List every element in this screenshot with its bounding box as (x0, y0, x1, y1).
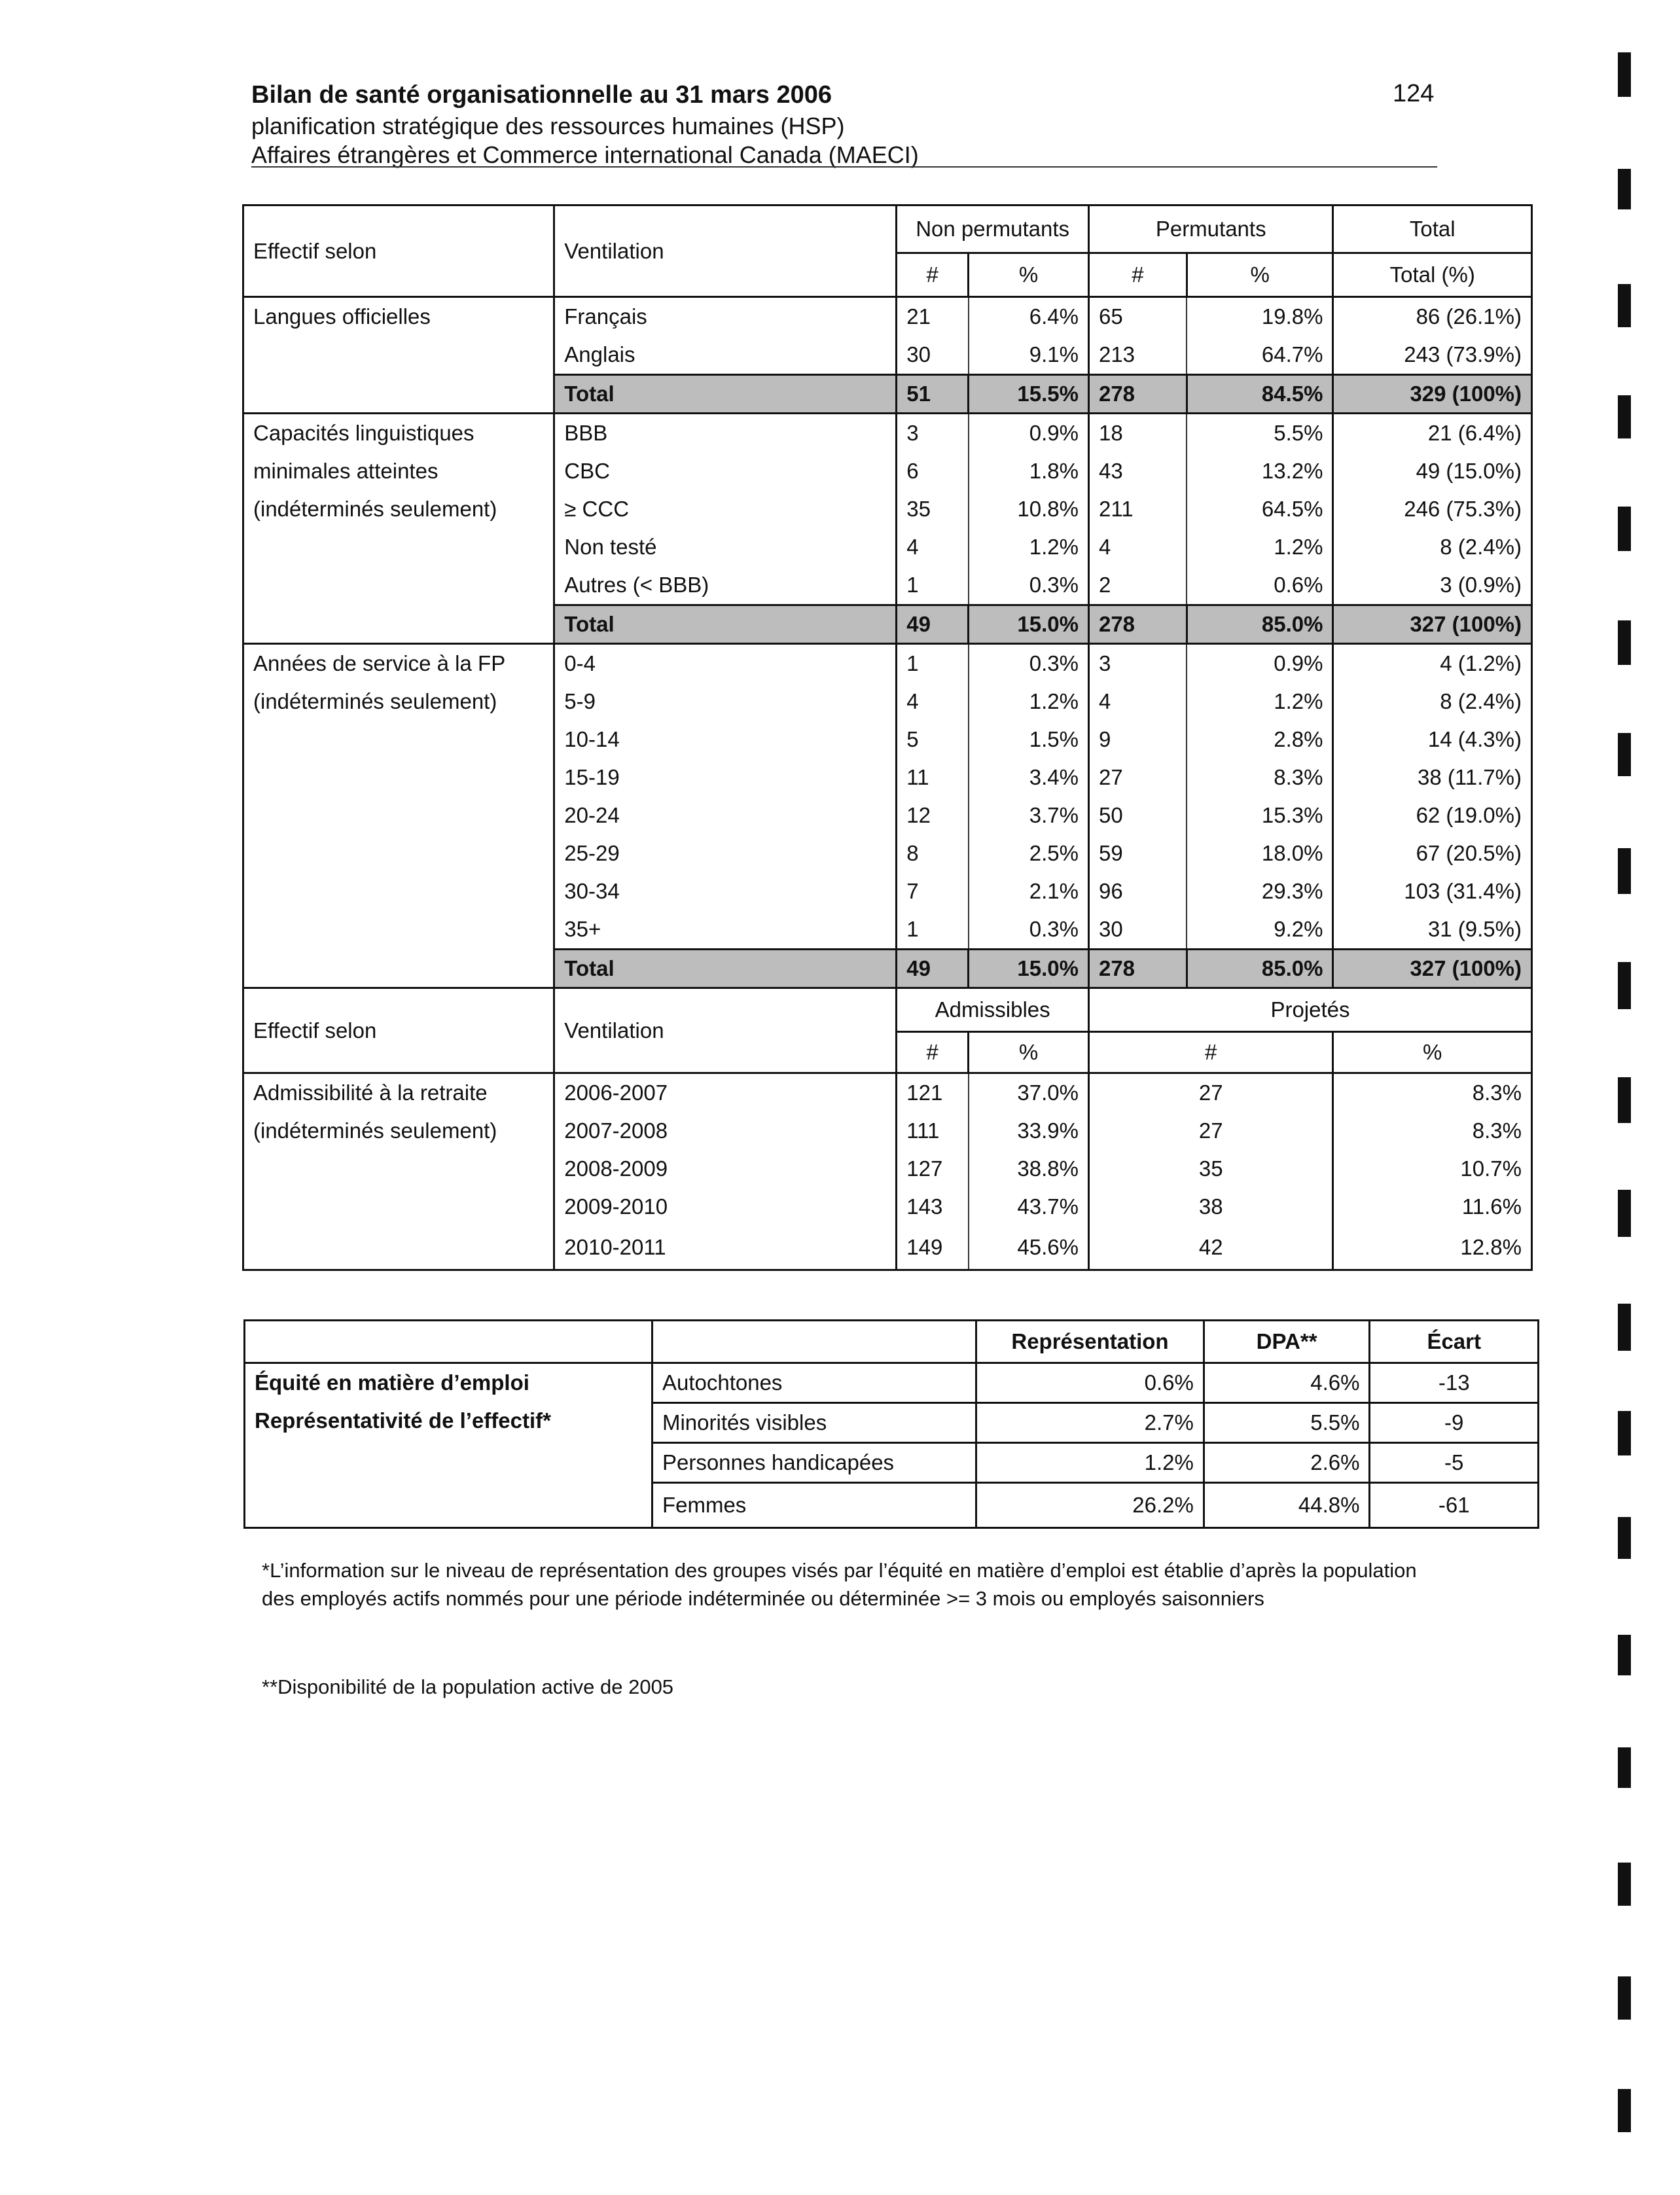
non-perm-count: 3 (897, 414, 969, 453)
col-header-permutants: Permutants (1088, 205, 1332, 253)
representation-value: 26.2% (976, 1483, 1204, 1528)
section-label-line: minimales atteintes (253, 459, 438, 483)
perm-total-count: 278 (1088, 375, 1187, 414)
non-perm-percent: 0.3% (969, 910, 1089, 950)
binding-hole-mark (1618, 2089, 1631, 2132)
section-label-line: Années de service à la FP (253, 651, 506, 675)
perm-percent: 19.8% (1187, 297, 1333, 336)
non-perm-count: 4 (897, 683, 969, 721)
total-cell: 86 (26.1%) (1333, 297, 1532, 336)
ventilation-cell: 30-34 (554, 872, 897, 910)
non-perm-count: 8 (897, 834, 969, 872)
perm-count: 27 (1088, 758, 1187, 796)
total-cell: 21 (6.4%) (1333, 414, 1532, 453)
total-cell: 8 (2.4%) (1333, 528, 1532, 566)
non-perm-count: 1 (897, 566, 969, 605)
non-perm-total-count: 51 (897, 375, 969, 414)
year-range-cell: 2008-2009 (554, 1150, 897, 1188)
total-cell: 67 (20.5%) (1333, 834, 1532, 872)
non-perm-total-percent: 15.5% (969, 375, 1089, 414)
binding-hole-mark (1618, 1976, 1631, 2020)
perm-percent: 2.8% (1187, 721, 1333, 758)
total-cell: 14 (4.3%) (1333, 721, 1532, 758)
group-name: Minorités visibles (652, 1403, 976, 1443)
non-perm-total-percent: 15.0% (969, 950, 1089, 988)
binding-hole-mark (1618, 1517, 1631, 1559)
perm-percent: 1.2% (1187, 683, 1333, 721)
col-header-non-permutants: Non permutants (897, 205, 1089, 253)
projected-percent: 8.3% (1333, 1073, 1532, 1113)
perm-percent: 15.3% (1187, 796, 1333, 834)
perm-count: 50 (1088, 796, 1187, 834)
eligible-count: 149 (897, 1226, 969, 1270)
ventilation-cell: Non testé (554, 528, 897, 566)
year-range-cell: 2006-2007 (554, 1073, 897, 1113)
eligible-count: 111 (897, 1112, 969, 1150)
non-perm-percent: 2.1% (969, 872, 1089, 910)
total-cell: 246 (75.3%) (1333, 490, 1532, 528)
perm-count: 3 (1088, 644, 1187, 683)
binding-hole-mark (1618, 620, 1631, 665)
grand-total: 327 (100%) (1333, 950, 1532, 988)
non-perm-count: 35 (897, 490, 969, 528)
group-name: Femmes (652, 1483, 976, 1528)
perm-total-percent: 85.0% (1187, 605, 1333, 644)
section-label (243, 1073, 554, 1270)
section-label (243, 644, 554, 988)
perm-percent: 64.7% (1187, 336, 1333, 375)
section-label-line: (indéterminés seulement) (253, 497, 497, 521)
col-header-percent: % (969, 1032, 1089, 1073)
ventilation-cell: Anglais (554, 336, 897, 375)
perm-count: 30 (1088, 910, 1187, 950)
section-label (243, 297, 554, 414)
col-header-count: # (897, 253, 969, 297)
perm-count: 9 (1088, 721, 1187, 758)
col-header-representation: Représentation (976, 1321, 1204, 1363)
perm-percent: 0.6% (1187, 566, 1333, 605)
document-title: Bilan de santé organisationnelle au 31 mars 2006 (251, 81, 832, 109)
header-row (243, 988, 1532, 1032)
total-cell: 49 (15.0%) (1333, 452, 1532, 490)
col-header-count: # (1088, 1032, 1332, 1073)
non-perm-count: 30 (897, 336, 969, 375)
section-label-line: Langues officielles (253, 304, 431, 329)
perm-percent: 0.9% (1187, 644, 1333, 683)
perm-percent: 13.2% (1187, 452, 1333, 490)
perm-count: 59 (1088, 834, 1187, 872)
workforce-table (242, 204, 1533, 1271)
projected-count: 35 (1088, 1150, 1332, 1188)
projected-percent: 8.3% (1333, 1112, 1532, 1150)
col-header-effectif: Effectif selon (243, 205, 554, 297)
col-header-admissibles: Admissibles (897, 988, 1089, 1032)
perm-count: 213 (1088, 336, 1187, 375)
ecart-value: -61 (1370, 1483, 1539, 1528)
col-header-count: # (1088, 253, 1187, 297)
footnote-dpa: **Disponibilité de la population active de 2005 (262, 1675, 674, 1698)
perm-count: 43 (1088, 452, 1187, 490)
dpa-value: 5.5% (1204, 1403, 1370, 1443)
grand-total: 327 (100%) (1333, 605, 1532, 644)
page-number: 124 (1393, 80, 1435, 107)
non-perm-percent: 9.1% (969, 336, 1089, 375)
perm-total-count: 278 (1088, 950, 1187, 988)
projected-count: 27 (1088, 1112, 1332, 1150)
projected-count: 27 (1088, 1073, 1332, 1113)
table-row (243, 644, 1532, 683)
ecart-value: -13 (1370, 1363, 1539, 1403)
non-perm-count: 6 (897, 452, 969, 490)
ecart-value: -9 (1370, 1403, 1539, 1443)
col-header-percent: % (1187, 253, 1333, 297)
total-label: Total (554, 375, 897, 414)
non-perm-percent: 1.8% (969, 452, 1089, 490)
non-perm-percent: 1.2% (969, 683, 1089, 721)
ventilation-cell: 20-24 (554, 796, 897, 834)
binding-hole-mark (1618, 395, 1631, 438)
group-name: Personnes handicapées (652, 1443, 976, 1483)
dpa-value: 44.8% (1204, 1483, 1370, 1528)
non-perm-total-count: 49 (897, 950, 969, 988)
non-perm-count: 5 (897, 721, 969, 758)
total-cell: 103 (31.4%) (1333, 872, 1532, 910)
ecart-value: -5 (1370, 1443, 1539, 1483)
ventilation-cell: 15-19 (554, 758, 897, 796)
eligible-percent: 37.0% (969, 1073, 1089, 1113)
table-row (243, 297, 1532, 336)
empty-header-cell (245, 1321, 652, 1363)
perm-percent: 64.5% (1187, 490, 1333, 528)
col-header-percent: % (969, 253, 1089, 297)
eligible-count: 143 (897, 1188, 969, 1226)
empty-header-cell (652, 1321, 976, 1363)
eligible-percent: 45.6% (969, 1226, 1089, 1270)
non-perm-percent: 3.7% (969, 796, 1089, 834)
year-range-cell: 2009-2010 (554, 1188, 897, 1226)
non-perm-count: 7 (897, 872, 969, 910)
col-header-ventilation: Ventilation (554, 205, 897, 297)
non-perm-percent: 6.4% (969, 297, 1089, 336)
document-subtitle: planification stratégique des ressources humaines (HSP) (251, 113, 845, 139)
group-name: Autochtones (652, 1363, 976, 1403)
ventilation-cell: 5-9 (554, 683, 897, 721)
projected-percent: 10.7% (1333, 1150, 1532, 1188)
perm-count: 65 (1088, 297, 1187, 336)
total-cell: 3 (0.9%) (1333, 566, 1532, 605)
table-row (243, 1073, 1532, 1113)
document-organization: Affaires étrangères et Commerce international Canada (MAECI) (251, 141, 919, 168)
total-cell: 243 (73.9%) (1333, 336, 1532, 375)
ventilation-cell: 35+ (554, 910, 897, 950)
ventilation-cell: Autres (< BBB) (554, 566, 897, 605)
col-header-count: # (897, 1032, 969, 1073)
col-header-total: Total (1333, 205, 1532, 253)
perm-total-percent: 84.5% (1187, 375, 1333, 414)
binding-hole-mark (1618, 1863, 1631, 1906)
perm-count: 96 (1088, 872, 1187, 910)
binding-hole-mark (1618, 1411, 1631, 1455)
header-row (245, 1321, 1539, 1363)
total-cell: 38 (11.7%) (1333, 758, 1532, 796)
perm-count: 4 (1088, 528, 1187, 566)
eligible-count: 127 (897, 1150, 969, 1188)
total-cell: 62 (19.0%) (1333, 796, 1532, 834)
binding-hole-mark (1618, 1747, 1631, 1788)
header-divider (251, 166, 1437, 168)
non-perm-percent: 1.2% (969, 528, 1089, 566)
binding-hole-mark (1618, 848, 1631, 894)
binding-hole-mark (1618, 962, 1631, 1009)
total-label: Total (554, 950, 897, 988)
header-row (243, 205, 1532, 253)
eligible-count: 121 (897, 1073, 969, 1113)
perm-total-count: 278 (1088, 605, 1187, 644)
ventilation-cell: 25-29 (554, 834, 897, 872)
perm-count: 2 (1088, 566, 1187, 605)
footnote-representation: *L’information sur le niveau de représentation des groupes visés par l’équité en matière d’emploi est établie d’après la population des employés actifs nommés pour une période indéterminée ou déterminée >= 3 mois ou employés saisonniers (262, 1559, 1417, 1610)
equity-label-line: Équité en matière d’emploi (255, 1370, 529, 1395)
non-perm-total-percent: 15.0% (969, 605, 1089, 644)
binding-hole-mark (1618, 507, 1631, 551)
eligible-percent: 38.8% (969, 1150, 1089, 1188)
non-perm-percent: 3.4% (969, 758, 1089, 796)
perm-count: 211 (1088, 490, 1187, 528)
projected-count: 42 (1088, 1226, 1332, 1270)
perm-percent: 1.2% (1187, 528, 1333, 566)
eligible-percent: 43.7% (969, 1188, 1089, 1226)
non-perm-percent: 1.5% (969, 721, 1089, 758)
representation-value: 2.7% (976, 1403, 1204, 1443)
projected-percent: 11.6% (1333, 1188, 1532, 1226)
binding-hole-mark (1618, 1304, 1631, 1351)
non-perm-total-count: 49 (897, 605, 969, 644)
section-label-line: Admissibilité à la retraite (253, 1080, 488, 1105)
non-perm-count: 11 (897, 758, 969, 796)
ventilation-cell: BBB (554, 414, 897, 453)
total-cell: 31 (9.5%) (1333, 910, 1532, 950)
col-header-percent: % (1333, 1032, 1532, 1073)
col-header-ecart: Écart (1370, 1321, 1539, 1363)
binding-hole-mark (1618, 1635, 1631, 1675)
col-header-total-pct: Total (%) (1333, 253, 1532, 297)
ventilation-cell: ≥ CCC (554, 490, 897, 528)
binding-hole-mark (1618, 1190, 1631, 1237)
table-row (245, 1363, 1539, 1403)
perm-count: 18 (1088, 414, 1187, 453)
ventilation-cell: 0-4 (554, 644, 897, 683)
perm-total-percent: 85.0% (1187, 950, 1333, 988)
equity-label-line: Représentativité de l’effectif* (255, 1408, 551, 1433)
non-perm-percent: 10.8% (969, 490, 1089, 528)
non-perm-count: 1 (897, 644, 969, 683)
col-header-projetes: Projetés (1088, 988, 1531, 1032)
representation-value: 0.6% (976, 1363, 1204, 1403)
perm-percent: 8.3% (1187, 758, 1333, 796)
binding-hole-mark (1618, 733, 1631, 776)
year-range-cell: 2007-2008 (554, 1112, 897, 1150)
total-label: Total (554, 605, 897, 644)
binding-hole-mark (1618, 284, 1631, 327)
year-range-cell: 2010-2011 (554, 1226, 897, 1270)
non-perm-count: 4 (897, 528, 969, 566)
section-label (243, 414, 554, 644)
projected-percent: 12.8% (1333, 1226, 1532, 1270)
section-label-line: (indéterminés seulement) (253, 689, 497, 713)
perm-percent: 5.5% (1187, 414, 1333, 453)
perm-count: 4 (1088, 683, 1187, 721)
non-perm-percent: 0.3% (969, 644, 1089, 683)
table-row (243, 414, 1532, 453)
ventilation-cell: Français (554, 297, 897, 336)
col-header-effectif: Effectif selon (243, 988, 554, 1073)
projected-count: 38 (1088, 1188, 1332, 1226)
equity-label (245, 1363, 652, 1528)
binding-hole-mark (1618, 1077, 1631, 1123)
perm-percent: 9.2% (1187, 910, 1333, 950)
grand-total: 329 (100%) (1333, 375, 1532, 414)
binding-hole-mark (1618, 52, 1631, 97)
non-perm-percent: 2.5% (969, 834, 1089, 872)
non-perm-count: 21 (897, 297, 969, 336)
perm-percent: 29.3% (1187, 872, 1333, 910)
ventilation-cell: CBC (554, 452, 897, 490)
section-label-line: Capacités linguistiques (253, 421, 474, 445)
representation-value: 1.2% (976, 1443, 1204, 1483)
employment-equity-table (243, 1319, 1539, 1529)
total-cell: 4 (1.2%) (1333, 644, 1532, 683)
col-header-ventilation: Ventilation (554, 988, 897, 1073)
binding-hole-mark (1618, 169, 1631, 209)
dpa-value: 2.6% (1204, 1443, 1370, 1483)
total-cell: 8 (2.4%) (1333, 683, 1532, 721)
ventilation-cell: 10-14 (554, 721, 897, 758)
eligible-percent: 33.9% (969, 1112, 1089, 1150)
col-header-dpa: DPA** (1204, 1321, 1370, 1363)
non-perm-count: 12 (897, 796, 969, 834)
perm-percent: 18.0% (1187, 834, 1333, 872)
non-perm-percent: 0.9% (969, 414, 1089, 453)
non-perm-count: 1 (897, 910, 969, 950)
dpa-value: 4.6% (1204, 1363, 1370, 1403)
non-perm-percent: 0.3% (969, 566, 1089, 605)
section-label-line: (indéterminés seulement) (253, 1118, 497, 1143)
